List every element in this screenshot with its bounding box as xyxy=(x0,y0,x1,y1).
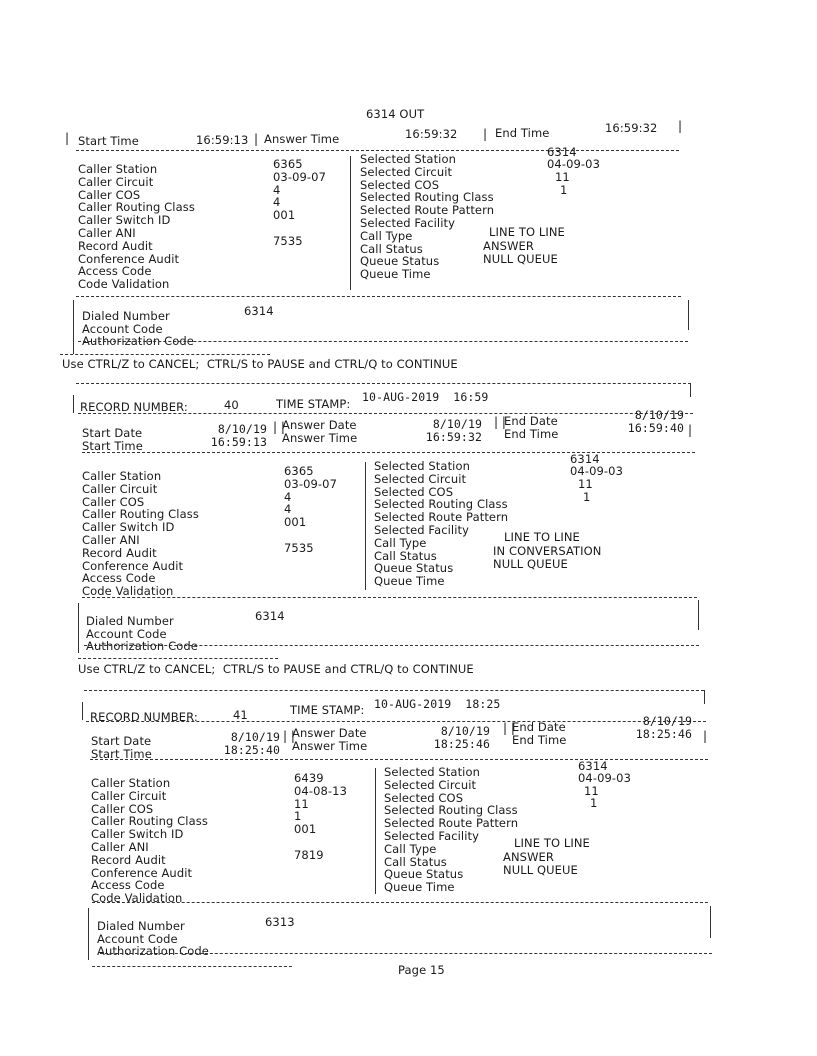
divider xyxy=(78,413,693,414)
answer-labels xyxy=(282,419,357,445)
end-time-label: End Time xyxy=(495,126,550,140)
answer-time-value: 16:59:32 xyxy=(425,430,482,444)
end-date-value: 8/10/19 xyxy=(634,408,684,422)
label: Access Code xyxy=(82,571,156,586)
selected-cos-value: 11 xyxy=(584,784,599,798)
caller-station-value: 6365 xyxy=(273,157,303,171)
label: Code Validation xyxy=(78,277,170,292)
call-type-value: LINE TO LINE xyxy=(489,225,565,239)
end-time-label: End Time xyxy=(504,427,559,441)
time-stamp-value: 10-AUG-2019 18:25 xyxy=(374,697,501,711)
caller-ani-value: 7819 xyxy=(294,847,324,862)
label: Caller Switch ID xyxy=(82,520,175,535)
label: Caller ANI xyxy=(78,225,136,240)
pipe: | xyxy=(678,119,683,133)
label: Queue Status xyxy=(374,561,454,576)
page-number: Page 15 xyxy=(398,963,445,977)
end-date-label: End Date xyxy=(512,720,566,734)
pipe: | | xyxy=(494,415,506,429)
selected-circuit-value: 04-09-03 xyxy=(570,464,623,478)
bottom-field-labels xyxy=(86,615,198,653)
queue-status-value: NULL QUEUE xyxy=(503,863,578,877)
label: Account Code xyxy=(97,931,178,946)
control-prompt: Use CTRL/Z to CANCEL; CTRL/S to PAUSE and CTRL/Q to CONTINUE xyxy=(78,662,474,676)
pipe: | xyxy=(65,131,70,145)
label: Caller Routing Class xyxy=(82,507,199,522)
selected-circuit-value: 04-09-03 xyxy=(578,771,631,785)
selected-cos-value: 11 xyxy=(578,477,593,491)
end-date-value: 8/10/19 xyxy=(642,714,692,728)
caller-cos-value: 11 xyxy=(294,796,309,811)
divider xyxy=(84,690,704,691)
caller-switch-id-value: 001 xyxy=(273,208,296,223)
start-date-label: Start Date xyxy=(91,734,152,748)
start-time-value: 16:59:13 xyxy=(196,133,249,147)
answer-time-value: 18:25:46 xyxy=(433,737,490,751)
right-border xyxy=(698,600,699,630)
label: Conference Audit xyxy=(91,865,193,880)
label: Caller Circuit xyxy=(91,788,167,803)
answer-date-value: 8/10/19 xyxy=(440,724,490,738)
label: Caller ANI xyxy=(82,532,140,547)
label: Dialed Number xyxy=(82,309,170,323)
record-number-value: 40 xyxy=(224,398,239,412)
time-stamp-label: TIME STAMP: xyxy=(276,397,351,411)
answer-time-label: Answer Time xyxy=(292,739,368,753)
end-labels xyxy=(512,721,566,747)
label: Queue Time xyxy=(384,880,455,895)
pipe: | | xyxy=(273,420,285,434)
selected-station-value: 6314 xyxy=(547,145,577,159)
label: Caller Switch ID xyxy=(78,213,171,228)
start-date-value: 8/10/19 xyxy=(230,730,280,744)
pipe: | xyxy=(254,132,259,146)
label: Selected Routing Class xyxy=(374,497,508,512)
label: Selected Facility xyxy=(360,215,456,230)
label: Caller Switch ID xyxy=(91,827,184,842)
caller-switch-id-value: 001 xyxy=(294,822,317,837)
answer-labels xyxy=(292,727,367,753)
divider xyxy=(84,645,699,646)
answer-date-value: 8/10/19 xyxy=(432,417,482,431)
label: Call Status xyxy=(360,241,423,256)
call-status-value: ANSWER xyxy=(503,850,554,864)
divider xyxy=(78,341,688,342)
label: Dialed Number xyxy=(97,919,185,933)
label: Authorization Code xyxy=(82,334,194,348)
start-time-value: 18:25:40 xyxy=(223,743,280,757)
answer-date-label: Answer Date xyxy=(282,418,357,432)
column-separator xyxy=(350,156,351,290)
selected-cos-value: 11 xyxy=(555,170,570,184)
answer-time-value: 16:59:32 xyxy=(405,127,458,141)
right-field-labels xyxy=(374,460,508,588)
left-field-values xyxy=(273,158,326,248)
start-time-value: 16:59:13 xyxy=(210,435,267,449)
label: Selected Station xyxy=(374,459,470,473)
dialed-number-value: 6314 xyxy=(255,609,285,623)
divider xyxy=(92,902,708,903)
caller-cos-value: 4 xyxy=(273,182,281,197)
record-number-value: 41 xyxy=(233,708,248,722)
end-time-value: 16:59:32 xyxy=(605,121,658,135)
call-type-value: LINE TO LINE xyxy=(514,836,590,850)
label: Code Validation xyxy=(82,584,174,599)
left-field-labels xyxy=(91,777,208,905)
pipe: | | xyxy=(503,721,515,735)
dialed-number-value: 6314 xyxy=(244,304,274,318)
divider xyxy=(92,966,292,967)
bottom-field-labels xyxy=(97,920,209,958)
label: Queue Time xyxy=(374,574,445,589)
column-separator xyxy=(375,768,376,894)
start-time-label: Start Time xyxy=(78,134,139,148)
left-border xyxy=(73,395,74,413)
selected-routing-class-value: 1 xyxy=(560,183,568,197)
label: Caller COS xyxy=(78,187,141,202)
answer-values xyxy=(416,725,490,751)
label: Code Validation xyxy=(91,891,183,906)
right-border xyxy=(690,383,691,397)
label: Call Status xyxy=(384,854,447,869)
caller-routing-class-value: 1 xyxy=(294,809,302,824)
end-time-value: 16:59:40 xyxy=(627,421,684,435)
left-border xyxy=(82,702,83,720)
label: Selected Circuit xyxy=(360,164,453,179)
dialed-number-value: 6313 xyxy=(265,915,295,929)
caller-routing-class-value: 4 xyxy=(273,195,281,210)
caller-routing-class-value: 4 xyxy=(284,502,292,517)
left-field-values xyxy=(294,772,347,862)
left-border xyxy=(73,300,74,354)
record-header: 6314 OUT xyxy=(366,107,425,121)
time-labels xyxy=(91,735,152,761)
label: Queue Status xyxy=(360,254,440,269)
start-values xyxy=(208,731,280,757)
divider xyxy=(76,296,681,297)
end-time-value: 18:25:46 xyxy=(635,727,692,741)
label: Selected COS xyxy=(384,790,464,805)
time-stamp-label: TIME STAMP: xyxy=(290,703,365,717)
label: Caller COS xyxy=(82,494,145,509)
label: Selected Route Pattern xyxy=(374,510,509,525)
label: Call Type xyxy=(360,228,413,243)
pipe: | xyxy=(703,729,708,743)
label: Authorization Code xyxy=(86,639,198,653)
caller-circuit-value: 03-09-07 xyxy=(284,476,337,491)
end-labels xyxy=(504,415,558,441)
label: Call Type xyxy=(374,535,427,550)
right-border xyxy=(704,690,705,704)
end-values xyxy=(620,715,692,741)
label: Record Audit xyxy=(91,852,166,867)
caller-circuit-value: 04-08-13 xyxy=(294,783,347,798)
pipe: | xyxy=(483,127,488,141)
end-date-label: End Date xyxy=(504,414,558,428)
right-field-labels xyxy=(360,153,494,281)
start-date-value: 8/10/19 xyxy=(217,422,267,436)
label: Caller Circuit xyxy=(78,174,154,189)
selected-circuit-value: 04-09-03 xyxy=(547,157,600,171)
pipe: | xyxy=(688,423,693,437)
label: Selected Route Pattern xyxy=(384,816,519,831)
label: Queue Status xyxy=(384,867,464,882)
label: Selected COS xyxy=(374,484,454,499)
label: Caller Routing Class xyxy=(78,200,195,215)
selected-station-value: 6314 xyxy=(570,452,600,466)
label: Selected COS xyxy=(360,177,440,192)
column-separator xyxy=(365,462,366,590)
caller-circuit-value: 03-09-07 xyxy=(273,169,326,184)
label: Selected Station xyxy=(360,152,456,166)
left-field-values xyxy=(284,465,337,555)
selected-station-value: 6314 xyxy=(578,759,608,773)
label: Caller Station xyxy=(91,776,171,790)
label: Caller Station xyxy=(78,162,158,176)
left-border xyxy=(78,603,79,653)
divider xyxy=(78,658,278,659)
selected-routing-class-value: 1 xyxy=(590,796,598,810)
answer-values xyxy=(408,418,482,444)
record-number-label: RECORD NUMBER: xyxy=(90,710,198,724)
label: Account Code xyxy=(86,626,167,641)
right-field-labels xyxy=(384,766,518,894)
answer-date-label: Answer Date xyxy=(292,726,367,740)
divider xyxy=(90,759,708,760)
caller-station-value: 6439 xyxy=(294,771,324,785)
label: Selected Facility xyxy=(374,522,470,537)
caller-switch-id-value: 001 xyxy=(284,515,307,530)
divider xyxy=(60,354,270,355)
divider xyxy=(86,721,706,722)
label: Record Audit xyxy=(78,238,153,253)
label: Selected Route Pattern xyxy=(360,203,495,218)
divider xyxy=(76,150,679,151)
call-status-value: ANSWER xyxy=(483,239,534,253)
label: Call Status xyxy=(374,548,437,563)
divider xyxy=(100,953,712,954)
left-border xyxy=(88,908,89,960)
label: Account Code xyxy=(82,321,163,336)
record-number-label: RECORD NUMBER: xyxy=(80,400,188,414)
call-status-value: IN CONVERSATION xyxy=(493,544,602,558)
label: Caller Station xyxy=(82,469,162,483)
right-border xyxy=(710,906,711,938)
end-time-label: End Time xyxy=(512,733,567,747)
call-type-value: LINE TO LINE xyxy=(504,530,580,544)
caller-cos-value: 4 xyxy=(284,489,292,504)
divider xyxy=(82,452,695,453)
caller-ani-value: 7535 xyxy=(284,540,314,555)
label: Conference Audit xyxy=(78,251,180,266)
end-values xyxy=(612,409,684,435)
label: Selected Routing Class xyxy=(360,190,494,205)
label: Selected Facility xyxy=(384,828,480,843)
start-time-label: Start Time xyxy=(82,439,143,453)
label: Access Code xyxy=(78,264,152,279)
start-time-label: Start Time xyxy=(91,747,152,761)
label: Selected Circuit xyxy=(384,777,477,792)
pipe: | | xyxy=(283,729,295,743)
label: Selected Routing Class xyxy=(384,803,518,818)
selected-routing-class-value: 1 xyxy=(583,490,591,504)
label: Selected Circuit xyxy=(374,471,467,486)
queue-status-value: NULL QUEUE xyxy=(483,252,558,266)
divider xyxy=(82,597,697,598)
label: Caller COS xyxy=(91,801,154,816)
label: Caller Routing Class xyxy=(91,814,208,829)
label: Caller Circuit xyxy=(82,481,158,496)
caller-ani-value: 7535 xyxy=(273,233,303,248)
time-labels xyxy=(82,427,143,453)
answer-time-label: Answer Time xyxy=(264,132,340,146)
left-field-labels xyxy=(82,470,199,598)
label: Selected Station xyxy=(384,765,480,779)
label: Record Audit xyxy=(82,545,157,560)
right-border xyxy=(688,300,689,330)
control-prompt: Use CTRL/Z to CANCEL; CTRL/S to PAUSE and CTRL/Q to CONTINUE xyxy=(62,357,458,371)
divider xyxy=(76,383,691,384)
label: Queue Time xyxy=(360,267,431,282)
label: Access Code xyxy=(91,878,165,893)
label: Authorization Code xyxy=(97,944,209,958)
label: Dialed Number xyxy=(86,614,174,628)
queue-status-value: NULL QUEUE xyxy=(493,557,568,571)
time-stamp-value: 10-AUG-2019 16:59 xyxy=(362,390,489,404)
answer-time-label: Answer Time xyxy=(282,431,358,445)
start-values xyxy=(195,423,267,449)
label: Call Type xyxy=(384,841,437,856)
label: Conference Audit xyxy=(82,558,184,573)
label: Caller ANI xyxy=(91,839,149,854)
left-field-labels xyxy=(78,163,195,291)
caller-station-value: 6365 xyxy=(284,464,314,478)
start-date-label: Start Date xyxy=(82,426,143,440)
